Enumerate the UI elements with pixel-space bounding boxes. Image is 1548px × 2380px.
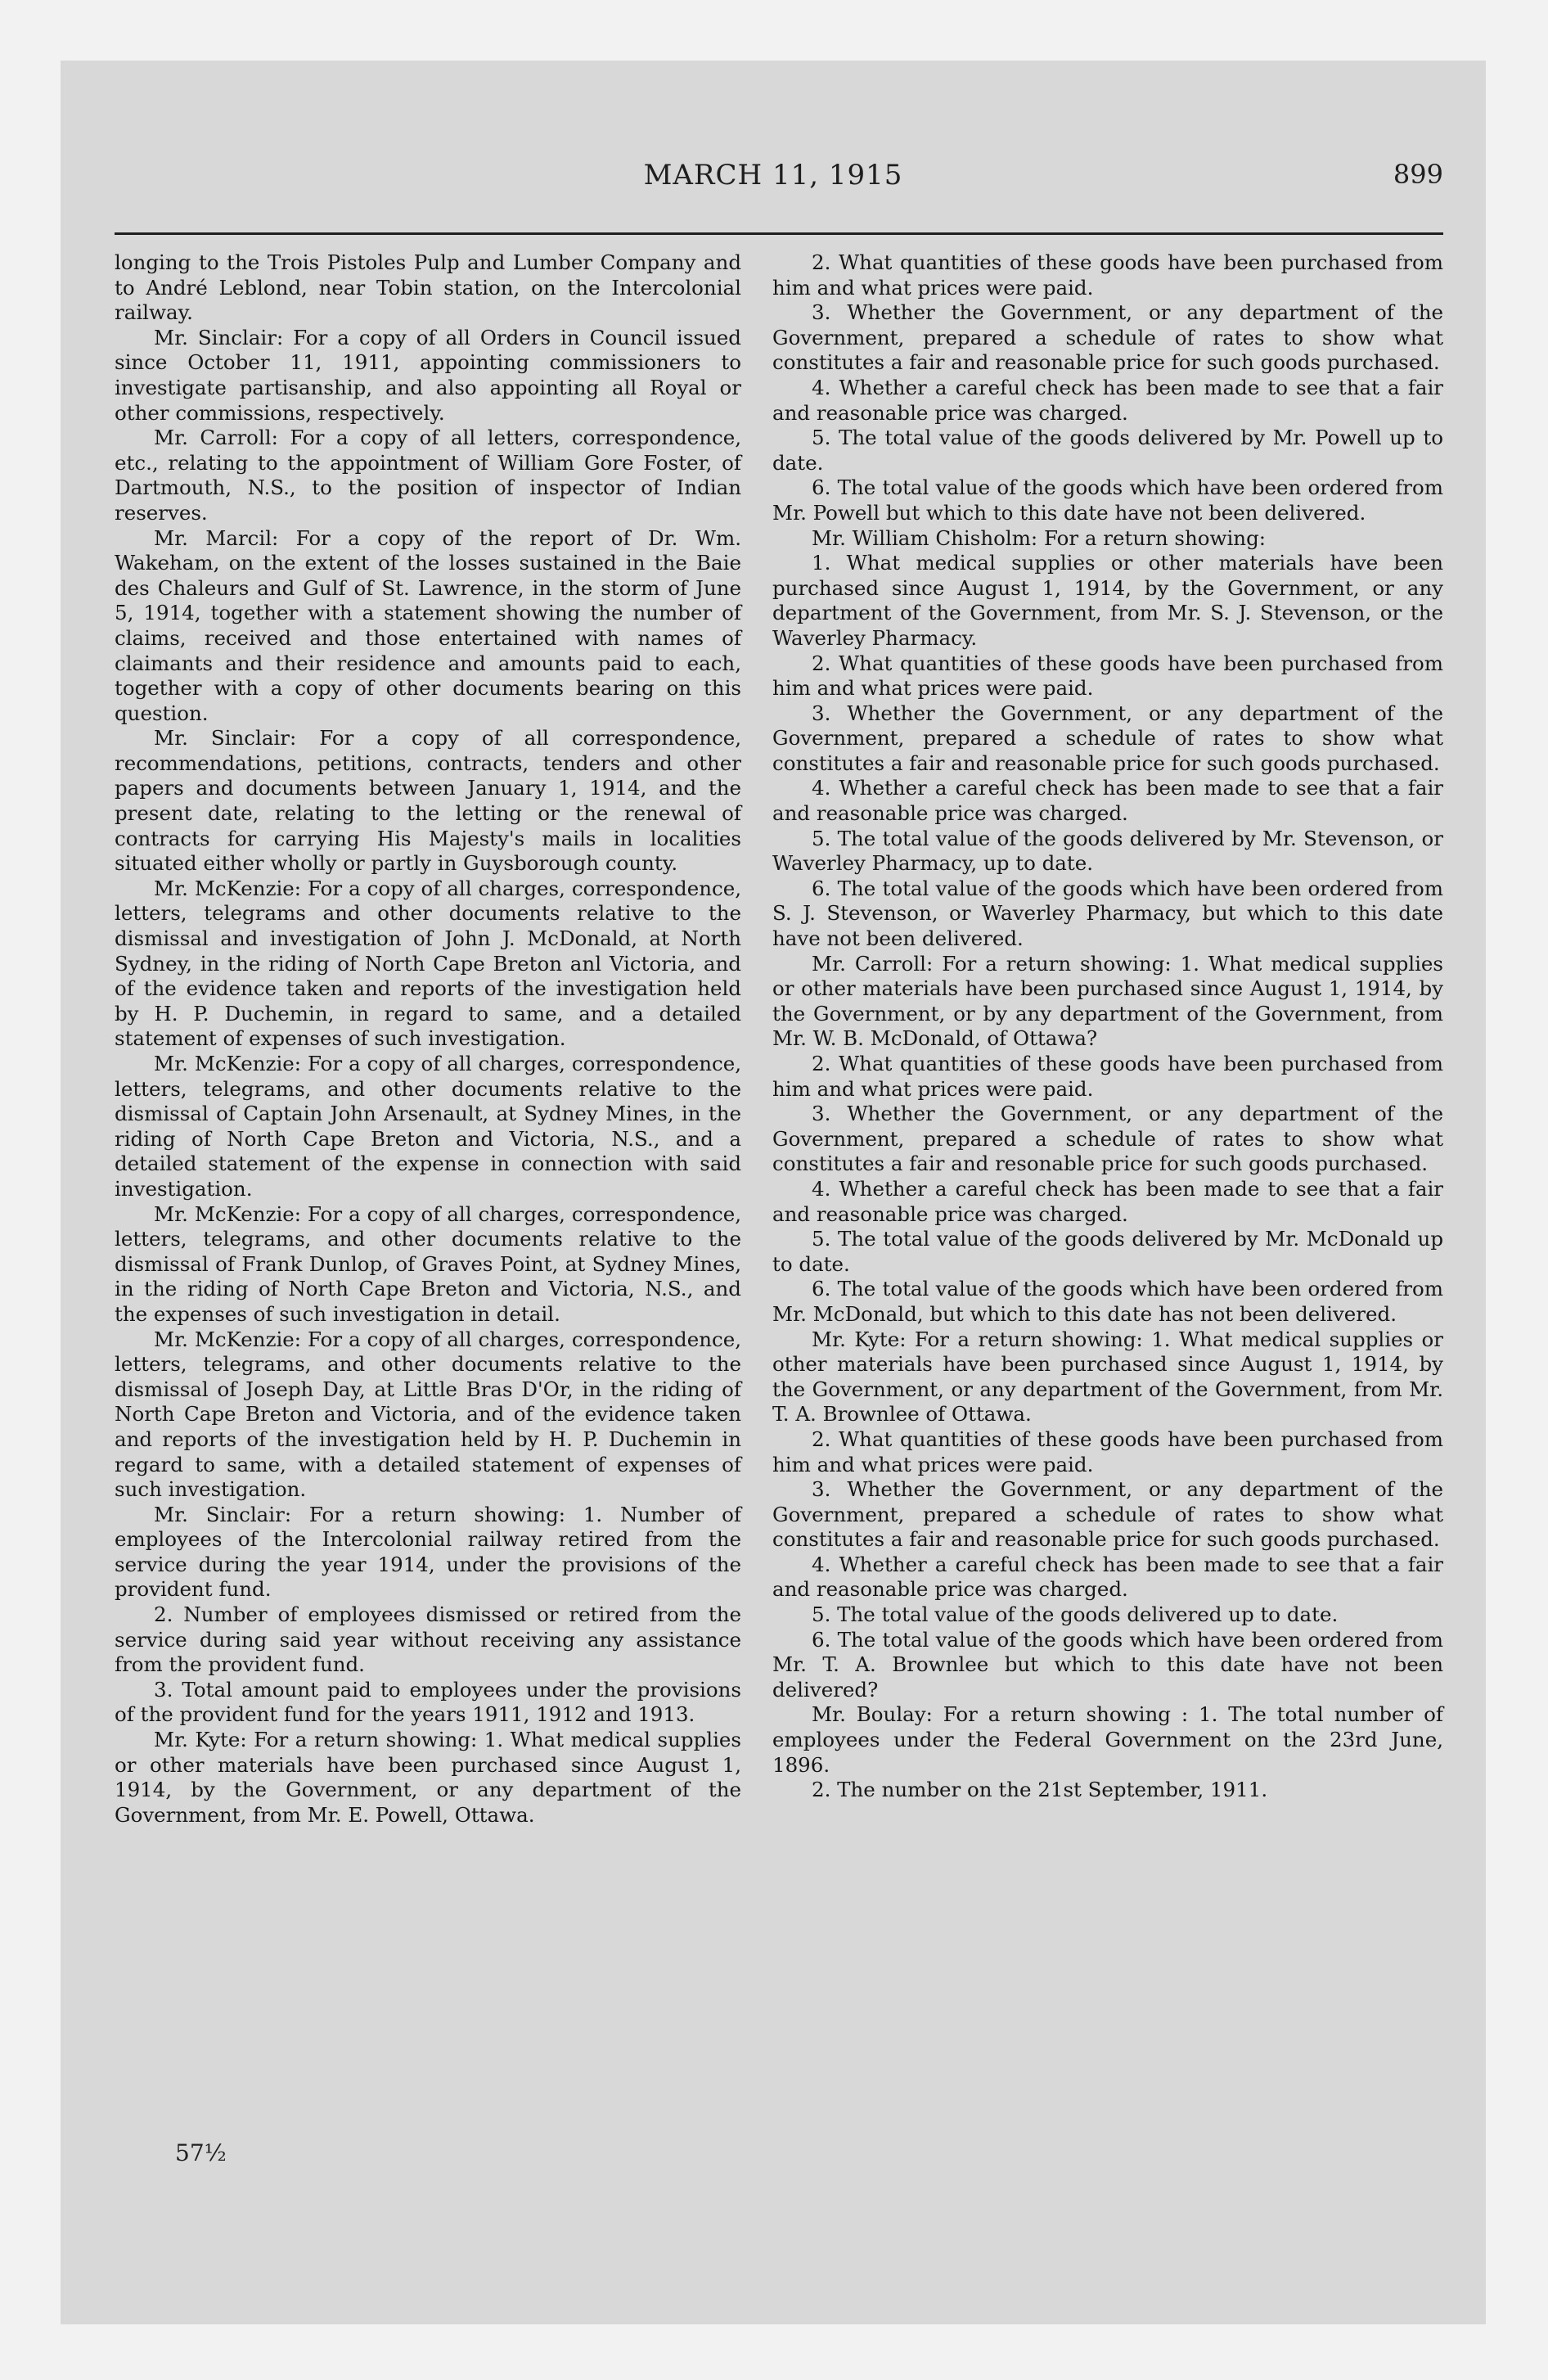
paragraph: 6. The total value of the goods which have been ordered from S. J. Stevenson, or Waverley Pharmacy, but which to this date have not been delivered. [772,876,1443,951]
paragraph: Mr. Sinclair: For a copy of all correspondence, recommendations, petitions, contracts, tenders and other papers and documents between January 1, 1914, and the present date, relating to the letting or the renewal of contracts for carrying His Majesty's mails in localities situated either wholly or partly in Guysborough county. [115,726,741,876]
left-column [115,250,741,1828]
page-date-title: MARCH 11, 1915 [643,159,903,192]
paragraph: Mr. McKenzie: For a copy of all charges, correspondence, letters, telegrams, and other documents relative to the dismissal of Frank Dunlop, of Graves Point, at Sydney Mines, in the riding of North Cape Breton and Victoria, N.S., and the expenses of such investigation in detail. [115,1201,741,1326]
paragraph: Mr. McKenzie: For a copy of all charges, correspondence, letters, telegrams, and other documents relative to the dismissal of Joseph Day, at Little Bras D'Or, in the riding of North Cape Breton and Victoria, and of the evidence taken and reports of the investigation held by H. P. Duchemin in regard to same, with a detailed statement of expenses of such investigation. [115,1327,741,1502]
page-header [61,159,1486,200]
document-page [61,61,1486,2324]
paragraph: 1. What medical supplies or other materials have been purchased since August 1, 1914, by the Government, or any department of the Government, from Mr. S. J. Stevenson, or the Waverley Pharmacy. [772,551,1443,650]
paragraph: Mr. Boulay: For a return showing : 1. The total number of employees under the Federal Government on the 23rd June, 1896. [772,1702,1443,1777]
paragraph: 6. The total value of the goods which have been ordered from Mr. McDonald, but which to this date has not been delivered. [772,1277,1443,1326]
paragraph: 5. The total value of the goods delivered by Mr. Stevenson, or Waverley Pharmacy, up to date. [772,826,1443,876]
page-number: 899 [1393,159,1443,190]
paragraph: 4. Whether a careful check has been made to see that a fair and reasonable price was charged. [772,375,1443,425]
header-rule [115,232,1443,235]
paragraph: Mr. Marcil: For a copy of the report of Dr. Wm. Wakeham, on the extent of the losses sustained in the Baie des Chaleurs and Gulf of St. Lawrence, in the storm of June 5, 1914, together with a statement showing the number of claims, received and those entertained with names of claimants and their residence and amounts paid to each, together with a copy of other documents bearing on this question. [115,525,741,725]
paragraph: 6. The total value of the goods which have been ordered from Mr. Powell but which to this date have not been delivered. [772,476,1443,525]
paragraph: 3. Whether the Government, or any department of the Government, prepared a schedule of rates to show what constitutes a fair and resonable price for such goods purchased. [772,1102,1443,1176]
paragraph: 2. Number of employees dismissed or retired from the service during said year without receiving any assistance from the provident fund. [115,1602,741,1677]
signature-mark: 57½ [175,2139,227,2166]
paragraph: 3. Whether the Government, or any department of the Government, prepared a schedule of rates to show what constitutes a fair and reasonable price for such goods purchased. [772,1477,1443,1552]
paragraph: longing to the Trois Pistoles Pulp and Lumber Company and to André Leblond, near Tobin station, on the Intercolonial railway. [115,250,741,325]
paragraph: Mr. McKenzie: For a copy of all charges, correspondence, letters, telegrams and other documents relative to the dismissal and investigation of John J. McDonald, at North Sydney, in the riding of North Cape Breton anl Victoria, and of the evidence taken and reports of the investigation held by H. P. Duchemin, in regard to same, and a detailed statement of expenses of such investigation. [115,876,741,1051]
paragraph: Mr. Sinclair: For a copy of all Orders in Council issued since October 11, 1911, appointing commissioners to investigate partisanship, and also appointing all Royal or other commissions, respectively. [115,325,741,425]
paragraph: 3. Total amount paid to employees under the provisions of the provident fund for the years 1911, 1912 and 1913. [115,1677,741,1727]
paragraph: 5. The total value of the goods delivered by Mr. McDonald up to date. [772,1227,1443,1276]
paragraph: 3. Whether the Government, or any department of the Government, prepared a schedule of rates to show what constitutes a fair and reasonable price for such goods purchased. [772,300,1443,375]
paragraph: Mr. Kyte: For a return showing: 1. What medical supplies or other materials have been purchased since August 1, 1914, by the Government, or any department of the Government, from Mr. E. Powell, Ottawa. [115,1728,741,1827]
paragraph: 3. Whether the Government, or any department of the Government, prepared a schedule of rates to show what constitutes a fair and reasonable price for such goods purchased. [772,701,1443,775]
paragraph: 5. The total value of the goods delivered up to date. [812,1602,1339,1627]
paragraph: Mr. Carroll: For a copy of all letters, correspondence, etc., relating to the appointment of William Gore Foster, of Dartmouth, N.S., to the position of inspector of Indian reserves. [115,426,741,525]
paragraph: 2. What quantities of these goods have been purchased from him and what prices were paid. [772,1052,1443,1101]
paragraph: 5. The total value of the goods delivered by Mr. Powell up to date. [772,426,1443,475]
paragraph: 4. Whether a careful check has been made to see that a fair and reasonable price was charged. [772,1552,1443,1602]
paragraph: Mr. McKenzie: For a copy of all charges, correspondence, letters, telegrams, and other documents relative to the dismissal of Captain John Arsenault, at Sydney Mines, in the riding of North Cape Breton and Victoria, N.S., and a detailed statement of the expense in connection with said investigation. [115,1052,741,1201]
paragraph: Mr. William Chisholm: For a return showing: [812,525,1267,550]
paragraph: Mr. Kyte: For a return showing: 1. What medical supplies or other materials have been purchased since August 1, 1914, by the Government, or any department of the Government, from Mr. T. A. Brownlee of Ottawa. [772,1327,1443,1427]
paragraph: 2. The number on the 21st September, 1911. [812,1778,1268,1802]
paragraph: 4. Whether a careful check has been made to see that a fair and reasonable price was charged. [772,776,1443,826]
paragraph: Mr. Carroll: For a return showing: 1. What medical supplies or other materials have been purchased since August 1, 1914, by the Government, or by any department of the Government, from Mr. W. B. McDonald, of Ottawa? [772,951,1443,1051]
paragraph: 2. What quantities of these goods have been purchased from him and what prices were paid. [772,1427,1443,1476]
right-column [772,250,1443,1803]
paragraph: 4. Whether a careful check has been made to see that a fair and reasonable price was charged. [772,1176,1443,1226]
paragraph: 2. What quantities of these goods have been purchased from him and what prices were paid. [772,651,1443,701]
paragraph: 6. The total value of the goods which have been ordered from Mr. T. A. Brownlee but which to this date have not been delivered? [772,1627,1443,1702]
paragraph: 2. What quantities of these goods have been purchased from him and what prices were paid. [772,250,1443,300]
paragraph: Mr. Sinclair: For a return showing: 1. Number of employees of the Intercolonial railway retired from the service during the year 1914, under the provisions of the provident fund. [115,1502,741,1602]
